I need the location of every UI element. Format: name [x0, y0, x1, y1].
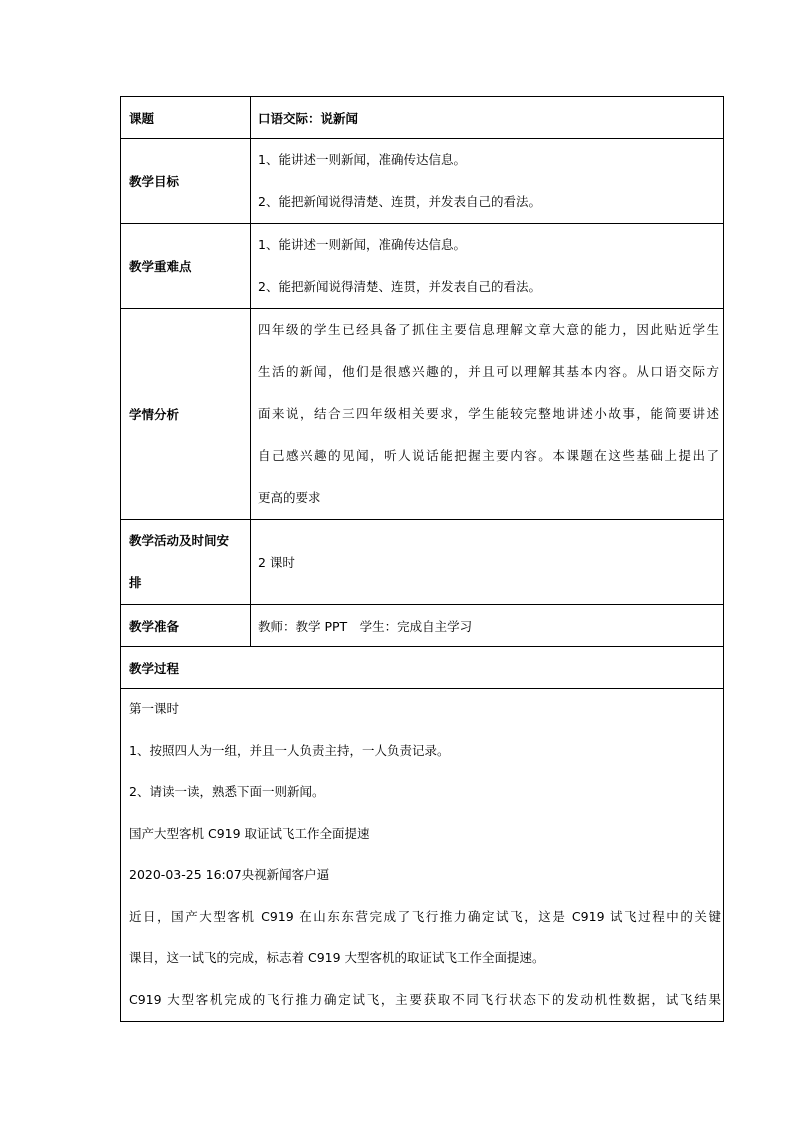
process-label: 教学过程 — [121, 647, 724, 689]
analysis-line: 面来说，结合三四年级相关要求，学生能较完整地讲述小故事，能简要讲述 — [258, 406, 719, 421]
process-line: 近日，国产大型客机 C919 在山东东营完成了飞行推力确定试飞，这是 C919 试飞过程中的关键 — [129, 908, 721, 924]
preparation-label: 教学准备 — [121, 605, 251, 647]
key-points-label: 教学重难点 — [121, 224, 251, 309]
schedule-value: 2 课时 — [251, 520, 724, 605]
goal-item: 1、能讲述一则新闻，准确传达信息。 — [258, 152, 466, 167]
schedule-label-line: 教学活动及时间安 — [129, 533, 230, 548]
process-line: 2020-03-25 16:07央视新闻客户逼 — [129, 867, 330, 882]
analysis-label: 学情分析 — [121, 309, 251, 520]
row-analysis — [121, 309, 724, 520]
key-point-item: 1、能讲述一则新闻，准确传达信息。 — [258, 237, 466, 252]
process-line: 第一课时 — [129, 701, 180, 716]
schedule-label — [121, 520, 251, 605]
process-line: C919 大型客机完成的飞行推力确定试飞，主要获取不同飞行状态下的发动机性数据，试飞结果 — [129, 991, 721, 1007]
row-key-points — [121, 224, 724, 309]
row-goals — [121, 139, 724, 224]
goal-item: 2、能把新闻说得清楚、连贯，并发表自己的看法。 — [258, 194, 541, 209]
analysis-value — [251, 309, 724, 520]
lesson-plan-table — [120, 96, 724, 1022]
process-line: 国产大型客机 C919 取证试飞工作全面提速 — [129, 825, 370, 841]
row-process-header — [121, 647, 724, 689]
analysis-line: 更高的要求 — [258, 490, 321, 505]
process-line: 1、按照四人为一组，并且一人负责主持，一人负责记录。 — [129, 742, 450, 758]
process-body — [121, 689, 724, 1022]
preparation-value: 教师：教学 PPT 学生：完成自主学习 — [251, 605, 724, 647]
analysis-line: 四年级的学生已经具备了抓住主要信息理解文章大意的能力，因此贴近学生 — [258, 322, 719, 337]
row-process-body — [121, 689, 724, 1022]
topic-value: 口语交际：说新闻 — [251, 97, 724, 139]
goals-value — [251, 139, 724, 224]
topic-label: 课题 — [121, 97, 251, 139]
schedule-label-line: 排 — [129, 575, 142, 590]
analysis-line: 生活的新闻，他们是很感兴趣的，并且可以理解其基本内容。从口语交际方 — [258, 364, 719, 379]
key-point-item: 2、能把新闻说得清楚、连贯，并发表自己的看法。 — [258, 279, 541, 294]
key-points-value — [251, 224, 724, 309]
process-line: 2、请读一读，熟悉下面一则新闻。 — [129, 784, 325, 799]
goals-label: 教学目标 — [121, 139, 251, 224]
process-line: 课目，这一试飞的完成，标志着 C919 大型客机的取证试飞工作全面提速。 — [129, 950, 545, 965]
row-preparation — [121, 605, 724, 647]
row-topic — [121, 97, 724, 139]
analysis-line: 自己感兴趣的见闻，听人说话能把握主要内容。本课题在这些基础上提出了 — [258, 448, 719, 463]
row-schedule — [121, 520, 724, 605]
